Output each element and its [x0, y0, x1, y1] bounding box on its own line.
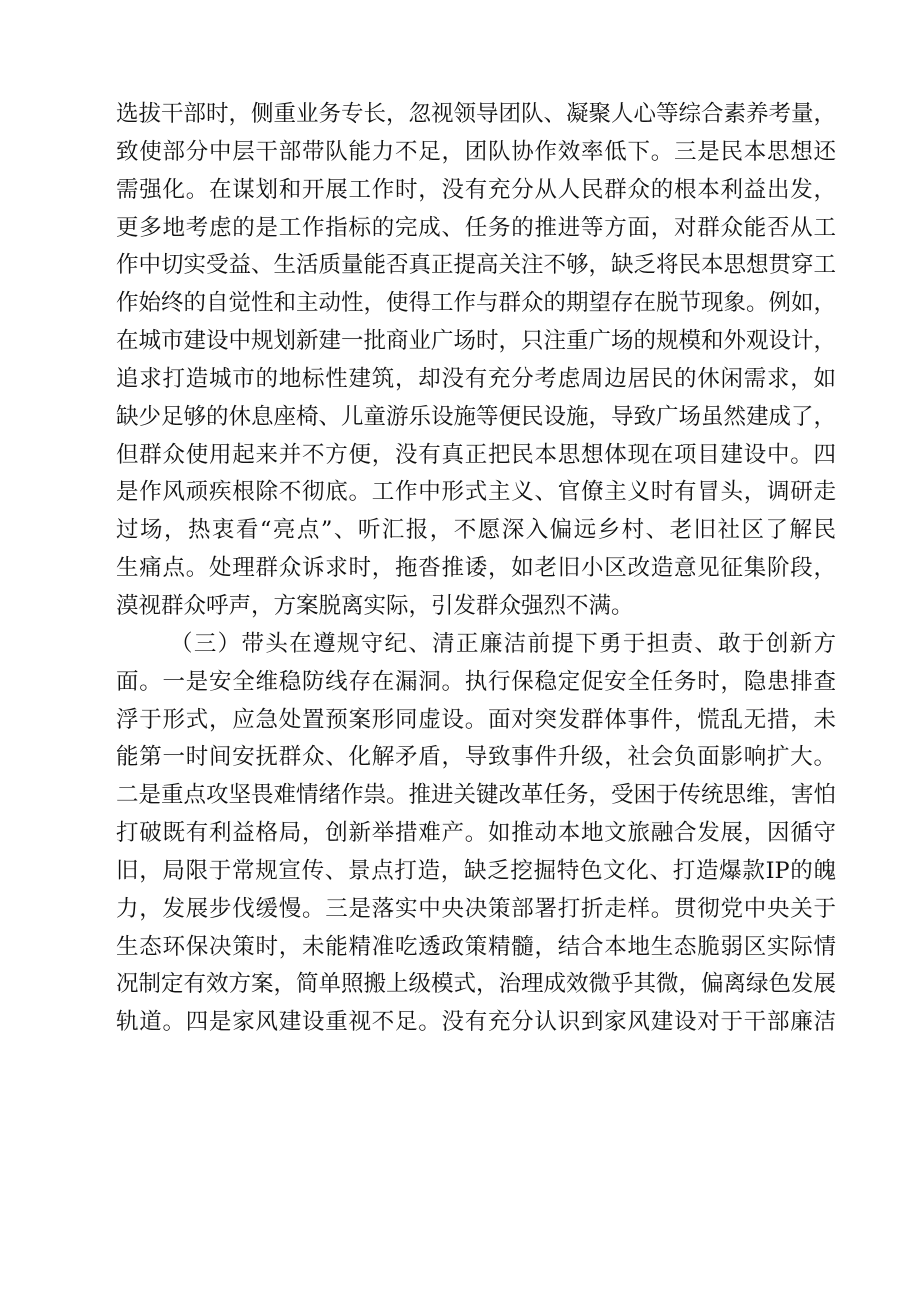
- text-line: 作始终的自觉性和主动性，使得工作与群众的期望存在脱节现象。例如，: [116, 290, 836, 317]
- text-line: 过场，热衷看“亮点”、听汇报，不愿深入偏远乡村、老旧社区了解民: [116, 517, 836, 544]
- text-line: 打破既有利益格局，创新举措难产。如推动本地文旅融合发展，因循守: [116, 820, 836, 847]
- text-line: 生态环保决策时，未能精准吃透政策精髓，结合本地生态脆弱区实际情: [116, 933, 836, 960]
- text-line: 但群众使用起来并不方便，没有真正把民本思想体现在项目建设中。四: [116, 441, 836, 468]
- text-line: 追求打造城市的地标性建筑，却没有充分考虑周边居民的休闲需求，如: [116, 365, 836, 392]
- text-line: 更多地考虑的是工作指标的完成、任务的推进等方面，对群众能否从工: [116, 214, 836, 241]
- paragraph-end-line: 漠视群众呼声，方案脱离实际，引发群众强烈不满。: [116, 592, 634, 619]
- text-line: 轨道。四是家风建设重视不足。没有充分认识到家风建设对于干部廉洁: [116, 1009, 836, 1036]
- text-line: 选拔干部时，侧重业务专长，忽视领导团队、凝聚人心等综合素养考量，: [116, 101, 836, 127]
- text-line: 作中切实受益、生活质量能否真正提高关注不够，缺乏将民本思想贯穿工: [116, 252, 836, 279]
- text-line: 能第一时间安抚群众、化解矛盾，导致事件升级，社会负面影响扩大。: [116, 744, 836, 771]
- text-line: 致使部分中层干部带队能力不足，团队协作效率低下。三是民本思想还: [116, 138, 836, 165]
- text-line: 旧，局限于常规宣传、景点打造，缺乏挖掘特色文化、打造爆款IP的魄: [116, 857, 836, 884]
- text-line: 在城市建设中规划新建一批商业广场时，只注重广场的规模和外观设计，: [116, 328, 836, 355]
- text-line: 二是重点攻坚畏难情绪作祟。推进关键改革任务，受困于传统思维，害怕: [116, 782, 836, 809]
- text-line: 力，发展步伐缓慢。三是落实中央决策部署打折走样。贯彻党中央关于: [116, 895, 836, 922]
- text-line: 面。一是安全维稳防线存在漏洞。执行保稳定促安全任务时，隐患排查: [116, 668, 836, 695]
- text-line: 缺少足够的休息座椅、儿童游乐设施等便民设施，导致广场虽然建成了，: [116, 403, 836, 430]
- body-text: [116, 96, 836, 1042]
- text-line: 生痛点。处理群众诉求时，拖沓推诿，如老旧小区改造意见征集阶段，: [116, 555, 836, 582]
- text-line: 需强化。在谋划和开展工作时，没有充分从人民群众的根本利益出发，: [116, 176, 836, 203]
- section-heading-line: （三）带头在遵规守纪、清正廉洁前提下勇于担责、敢于创新方: [170, 630, 836, 657]
- text-line: 是作风顽疾根除不彻底。工作中形式主义、官僚主义时有冒头，调研走: [116, 479, 836, 506]
- text-line: 浮于形式，应急处置预案形同虚设。面对突发群体事件，慌乱无措，未: [116, 706, 836, 733]
- text-line: 况制定有效方案，简单照搬上级模式，治理成效微乎其微，偏离绿色发展: [116, 971, 836, 998]
